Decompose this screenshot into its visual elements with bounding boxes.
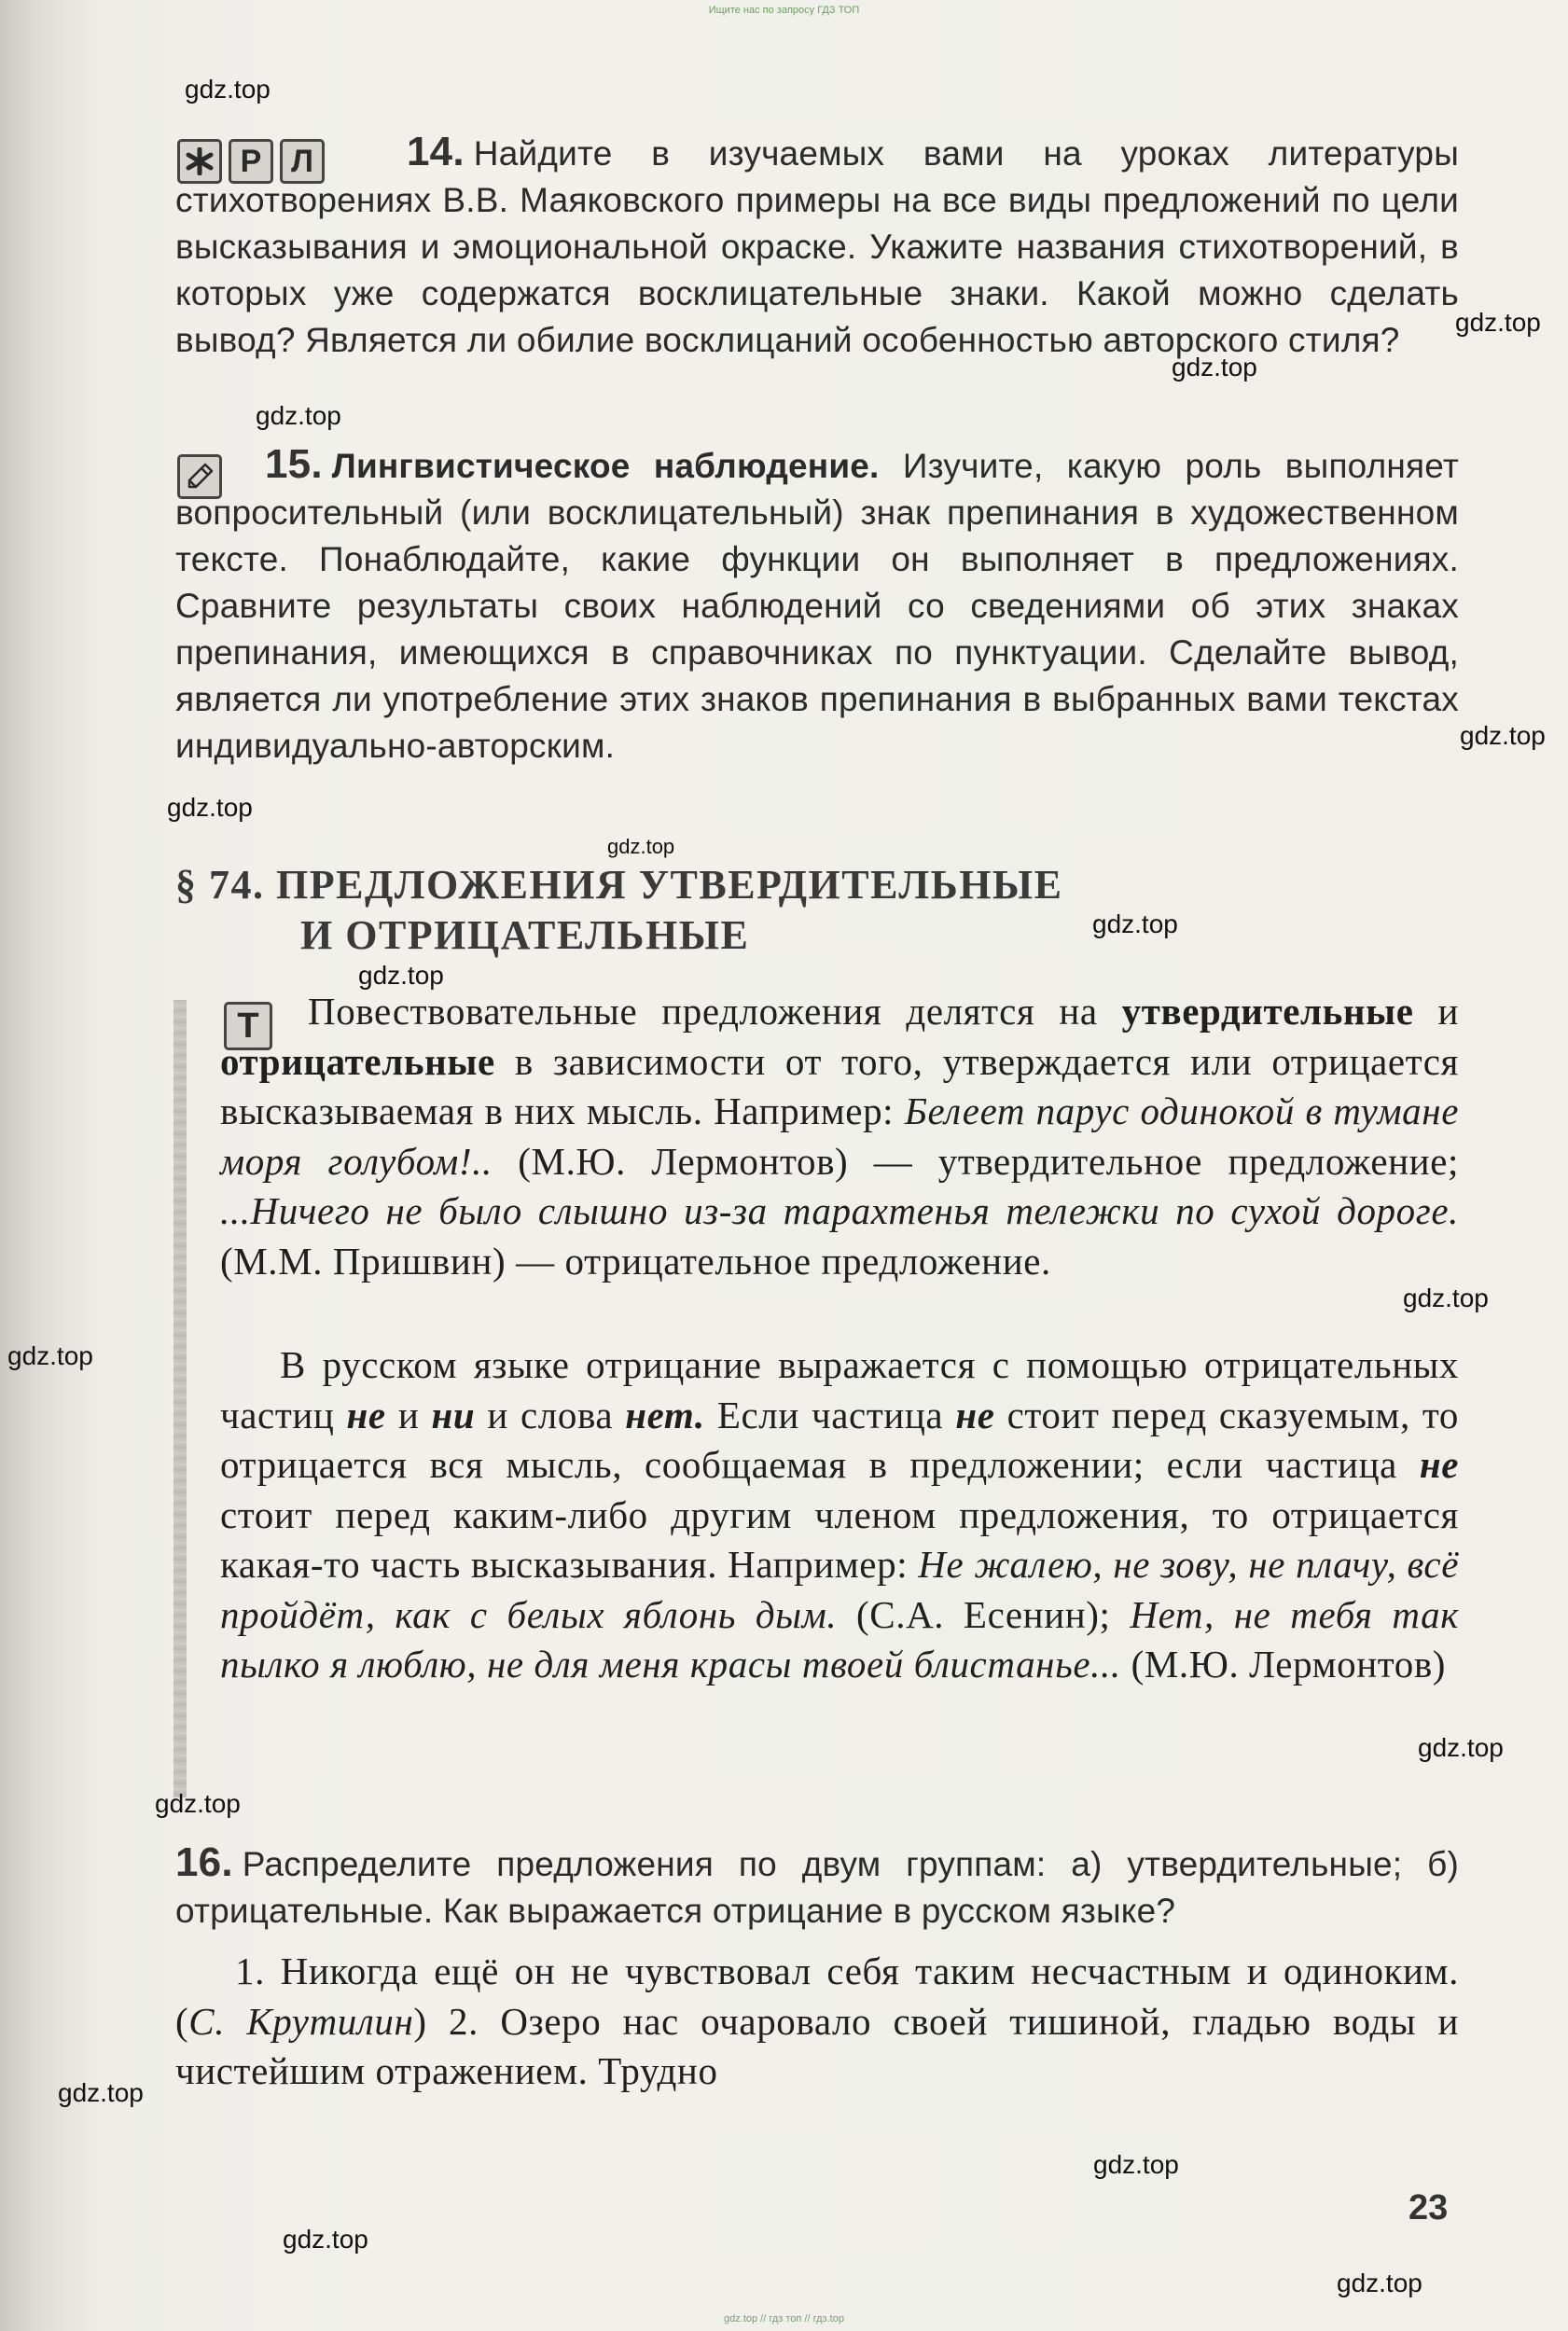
example-source: (М.М. Пришвин) — отрицательное предложение. [220, 1239, 1051, 1283]
particle-ne: не [346, 1393, 386, 1436]
theory-t-icon: Т [224, 1002, 272, 1050]
exercise-16 [175, 1839, 1459, 1935]
watermark: gdz.top [185, 75, 271, 104]
watermark: gdz.top [1337, 2269, 1422, 2297]
exercise-14-text: Найдите в изучаемых вами на уроках литературы стихотворениях В.В. Маяковского примеры на все виды предложений по цели высказывания и эмоциональной окраске. Укажите названия стихотворений, в которых уже содержатся восклицательные знаки. Какой можно сделать вывод? Является ли обилие восклицаний особенностью авторского стиля? [175, 134, 1459, 359]
example-source: (М.Ю. Лермонтов) [1131, 1643, 1447, 1686]
watermark: gdz.top [7, 1341, 93, 1370]
section-heading-line2: И ОТРИЦАТЕЛЬНЫЕ [300, 912, 750, 958]
literature-r-icon: Р [229, 139, 273, 184]
exercise-15-title: Лингвистическое наблюдение. [331, 447, 880, 485]
watermark: gdz.top [1460, 721, 1546, 750]
watermark: gdz.top [1093, 2150, 1179, 2179]
example-quote: Не жалею, не зову, не плачу, всё пройдёт, как с белых яблонь дым. [220, 1543, 1460, 1636]
watermark: gdz.top [1172, 353, 1257, 382]
exercise-16-task: Распределите предложения по двум группам: а) утвердительные; б) отрицательные. Как выражается отрицание в русском языке? [175, 1845, 1459, 1930]
exercise-15-text: Изучите, какую роль выполняет вопросительный (или восклицательный) знак препинания в художественном тексте. Понаблюдайте, какие функции он выполняет в предложениях. Сравните результаты своих наблюдений со сведениями об этих знаках препинания, имеющихся в справочниках по пунктуации. Сделайте вывод, является ли употребление этих знаков препинания в выбранных вами текстах индивидуально-авторским. [175, 447, 1459, 765]
example-quote: Нет, не тебя так пылко я люблю, не для меня красы твоей блистанье... [220, 1592, 1459, 1686]
watermark: gdz.top [607, 835, 675, 858]
watermark: gdz.top [1403, 1283, 1489, 1312]
page-number: 23 [1408, 2188, 1449, 2227]
exercise-14 [175, 129, 1459, 364]
exercise-14-number: 14. [407, 129, 465, 174]
watermark: gdz.top [358, 961, 444, 990]
bottom-note: gdz.top // гдз топ // гдз.top [724, 2313, 844, 2324]
watermark: gdz.top [58, 2078, 144, 2107]
theory-text: В русском языке отрицание выражается с помощью отрицательных частиц [220, 1343, 1459, 1436]
literature-l-icon: Л [280, 139, 325, 184]
watermark: gdz.top [283, 2225, 368, 2254]
theory-paragraph-2 [220, 1340, 1459, 1690]
example-quote: Белеет парус одинокой в тумане моря голубом!.. [220, 1089, 1459, 1183]
example-source: (С.А. Есенин); [856, 1592, 1111, 1636]
example-quote: ...Ничего не было слышно из-за тарахтенья тележки по сухой дороге. [220, 1189, 1459, 1232]
exercise-16-sentences: 1. Никогда ещё он не чувствовал себя таким несчастным и одиноким. (С. Крутилин) 2. Озеро нас очаровало своей тишиной, гладью воды и чистейшим отражением. Трудно [175, 1949, 1459, 2092]
section-heading-line1: § 74. ПРЕДЛОЖЕНИЯ УТВЕРДИТЕЛЬНЫЕ [175, 862, 1063, 908]
theory-text: стоит перед сказуемым, то отрицается вся мысль, сообщаемая в предложении; если частица [220, 1393, 1459, 1486]
particle-ne: не [1419, 1443, 1459, 1486]
theory-text: Повествовательные предложения делятся на [308, 990, 1098, 1033]
watermark: gdz.top [1092, 909, 1178, 938]
theory-text: и слова [487, 1393, 614, 1436]
particle-ni: ни [431, 1393, 476, 1436]
watermark: gdz.top [167, 793, 253, 822]
theory-paragraph-1 [220, 987, 1459, 1286]
theory-text: и [397, 1393, 420, 1436]
sentence-2: 2. Озеро нас очаровало своей тишиной, гладью воды и чистейшим отражением. Трудно [175, 1999, 1459, 2092]
watermark: gdz.top [256, 401, 341, 430]
term-affirmative: утвердительные [1121, 990, 1414, 1033]
watermark: gdz.top [1455, 308, 1541, 337]
particle-ne: не [955, 1393, 995, 1436]
watermark: gdz.top [155, 1789, 241, 1818]
exercise-15-number: 15. [265, 441, 323, 487]
top-note: Ищите нас по запросу ГДЗ ТОП [708, 5, 860, 16]
term-negative: отрицательные [220, 1039, 495, 1083]
theory-text: в зависимости от того, утверждается или отрицается высказываемая в них мысль. Например: [220, 1039, 1460, 1132]
theory-text: и [1437, 990, 1460, 1033]
example-source: (М.Ю. Лермонтов) — утвердительное предложение; [518, 1139, 1459, 1183]
theory-text: стоит перед каким-либо другим членом предложения, то отрицается какая-то часть высказывания. Например: [220, 1492, 1459, 1586]
sentence-1: 1. Никогда ещё он не чувствовал себя таким несчастным и одиноким. [235, 1949, 1459, 1992]
exercise-15 [175, 441, 1459, 770]
theory-text: Если частица [716, 1393, 944, 1436]
watermark: gdz.top [1418, 1733, 1504, 1762]
word-net: нет. [625, 1393, 705, 1436]
sentence-1-source: С. Крутилин [188, 1999, 414, 2043]
exercise-16-number: 16. [175, 1839, 233, 1885]
theory-sidebar-bar [173, 1000, 187, 1797]
